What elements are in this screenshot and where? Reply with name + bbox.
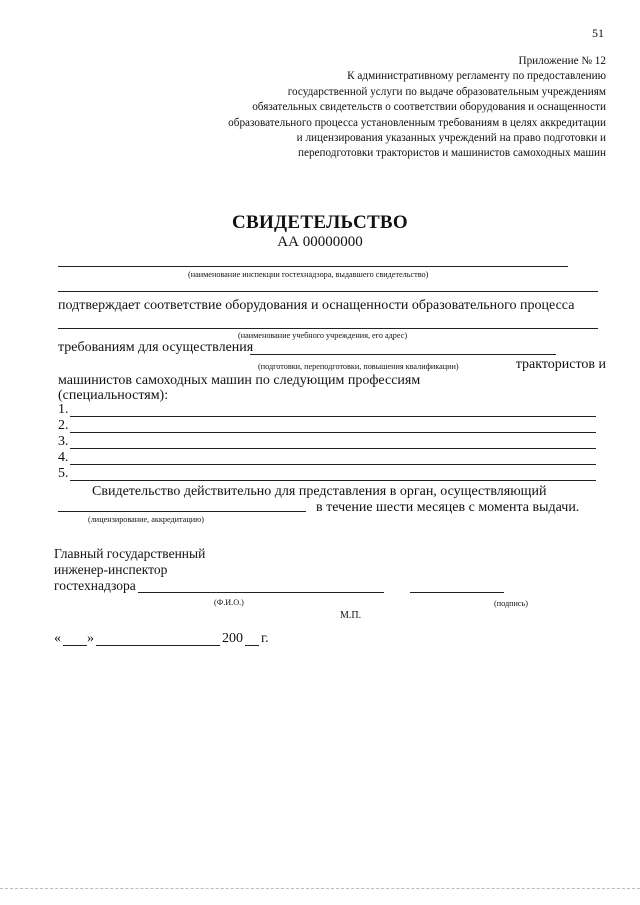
appendix-header [186,54,606,162]
list-line-2 [70,432,596,433]
date-year-line [245,645,259,646]
requirements-text: требованиям для осуществления [58,340,254,355]
stamp-place: М.П. [340,610,362,621]
tractor-drivers-text: трактористов и [515,357,606,372]
appendix-title: Приложение № 12 [518,55,606,67]
position-line-3: гостехнадзора [54,578,136,593]
position-line-1: Главный государственный [54,546,206,561]
signature-caption: (подпись) [494,599,528,608]
list-number-5: 5. [58,466,69,481]
list-number-2: 2. [58,418,69,433]
page-number: 51 [592,26,604,40]
inspection-name-line [58,266,568,267]
appendix-line: и лицензирования указанных учреждений на право подготовки и [296,132,606,145]
signature-line [410,592,504,593]
certificate-number: АА 00000000 [277,234,363,250]
date-open-quote: « [54,631,61,646]
list-line-5 [70,480,596,481]
fio-caption: (Ф.И.О.) [214,598,244,607]
scan-edge-line [0,888,640,889]
appendix-line: обязательных свидетельств о соответствии оборудования и оснащенности [252,101,606,114]
date-close-quote: » [87,631,94,646]
date-month-line [96,645,220,646]
list-number-4: 4. [58,450,69,465]
list-line-3 [70,448,596,449]
specialties-text: (специальностям): [58,388,169,403]
position-line-2: инженер-инспектор [54,562,168,577]
training-type-line [250,354,556,355]
confirms-text: подтверждает соответствие оборудования и оснащенности образовательного процесса [58,298,575,313]
fio-line [138,592,384,593]
list-line-1 [70,416,596,417]
date-year-prefix: 200 [222,631,243,646]
list-number-3: 3. [58,434,69,449]
validity-text-2: в течение шести месяцев с момента выдачи. [316,500,580,515]
institution-line [58,328,598,329]
training-type-caption: (подготовки, переподготовки, повышения квалификации) [258,362,459,371]
institution-caption: (наименование учебного учреждения, его адрес) [238,331,408,340]
inspection-caption: (наименование инспекции гостехнадзора, выдавшего свидетельство) [188,270,429,279]
list-number-1: 1. [58,402,69,417]
appendix-line: образовательного процесса установленным требованиям в целях аккредитации [228,116,606,129]
licensing-caption: (лицензирование, аккредитацию) [88,515,204,524]
validity-text-1: Свидетельство действительно для представления в орган, осуществляющий [92,484,547,499]
date-day-line [63,645,87,646]
appendix-line: переподготовки трактористов и машинистов самоходных машин [298,147,606,160]
certificate-title: СВИДЕТЕЛЬСТВО [231,212,408,233]
list-line-4 [70,464,596,465]
licensing-line [58,511,306,512]
appendix-line: К административному регламенту по предоставлению [347,70,606,83]
date-year-suffix: г. [261,631,269,646]
machinists-text: машинистов самоходных машин по следующим профессиям [58,373,421,388]
inspection-name-line-2 [58,291,598,292]
appendix-line: государственной услуги по выдаче образовательным учреждениям [287,85,606,98]
